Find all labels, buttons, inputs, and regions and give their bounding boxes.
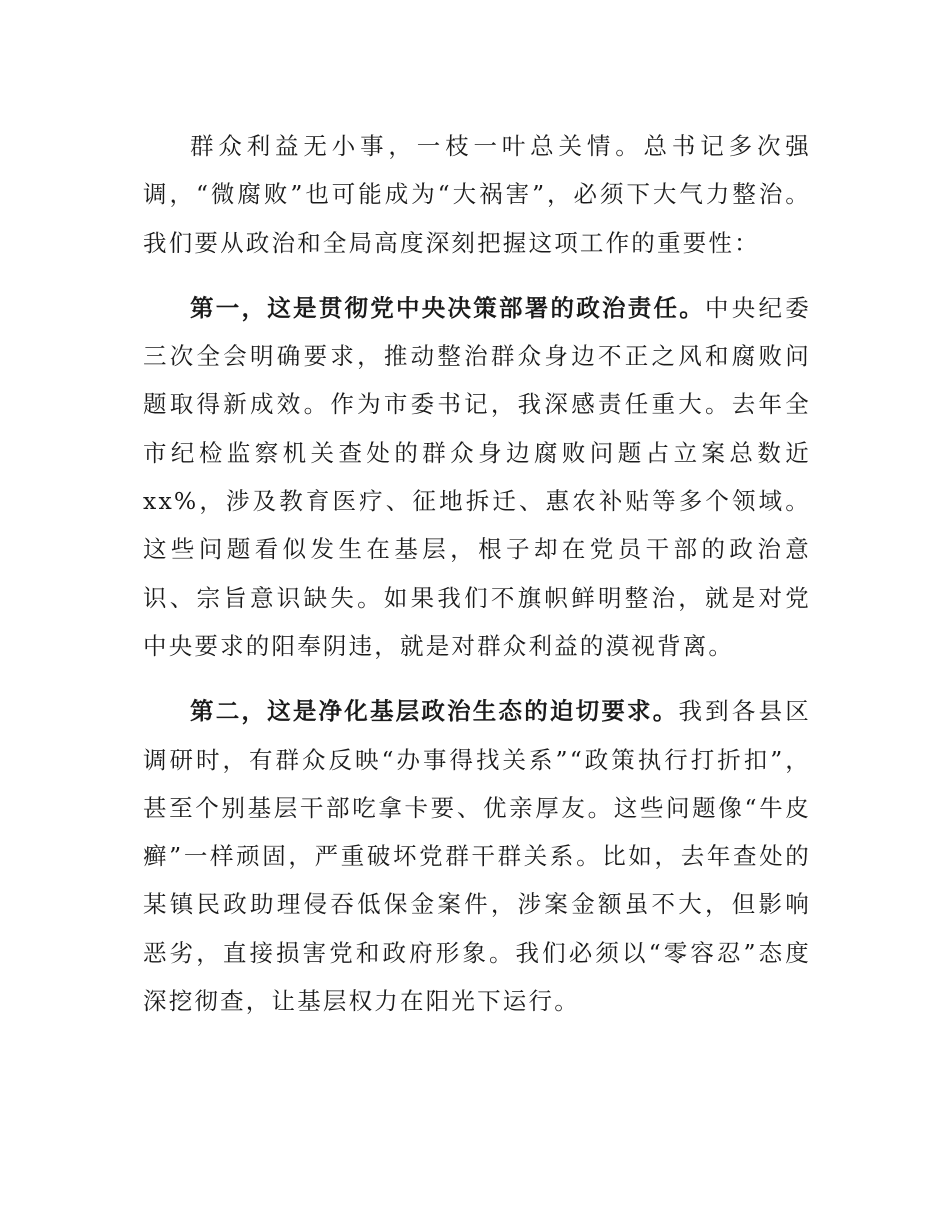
intro-paragraph-text: 群众利益无小事，一枝一叶总关情。总书记多次强调，“微腐败”也可能成为“大祸害”，必须下大气力整治。我们要从政治和全局高度深刻把握这项工作的重要性：	[143, 132, 811, 257]
document-body	[143, 122, 811, 1042]
point-two-text: 我到各县区调研时，有群众反映“办事得找关系”“政策执行打折扣”，甚至个别基层干部吃拿卡要、优亲厚友。这些问题像“牛皮癣”一样顽固，严重破坏党群干群关系。比如，去年查处的某镇民政助理侵吞低保金案件，涉案金额虽不大，但影响恶劣，直接损害党和政府形象。我们必须以“零容忍”态度深挖彻查，让基层权力在阳光下运行。	[143, 697, 812, 1016]
point-one-heading: 第一，这是贯彻党中央决策部署的政治责任。	[190, 293, 706, 322]
intro-paragraph	[143, 122, 811, 267]
point-one-text: 中央纪委三次全会明确要求，推动整治群众身边不正之风和腐败问题取得新成效。作为市委书记，我深感责任重大。去年全市纪检监察机关查处的群众身边腐败问题占立案总数近xx%，涉及教育医疗、征地拆迁、惠农补贴等多个领域。这些问题看似发生在基层，根子却在党员干部的政治意识、宗旨意识缺失。如果我们不旗帜鲜明整治，就是对党中央要求的阳奉阴违，就是对群众利益的漠视背离。	[143, 293, 812, 660]
point-two-heading: 第二，这是净化基层政治生态的迫切要求。	[190, 697, 679, 726]
point-two-paragraph	[143, 687, 811, 1025]
point-one-paragraph	[143, 284, 811, 670]
